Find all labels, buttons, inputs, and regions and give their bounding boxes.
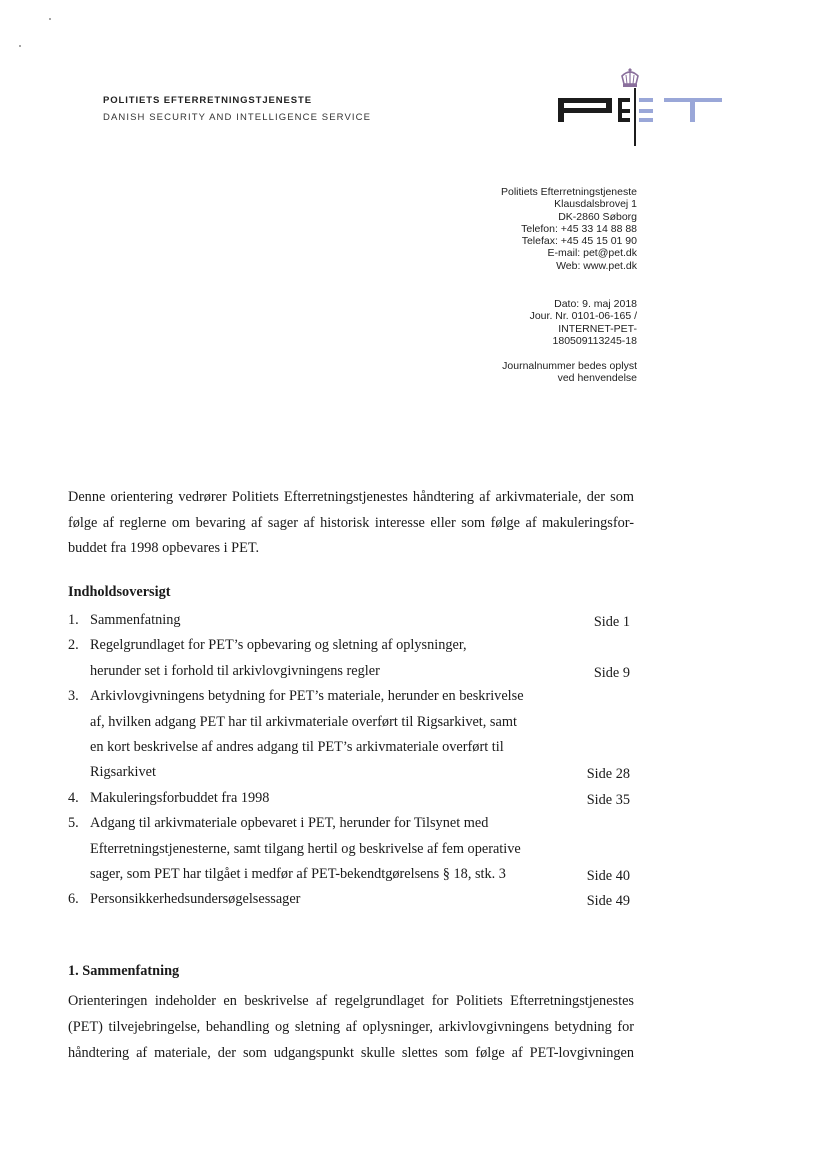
- toc-item-text: Arkivlovgivningens betydning for PET’s materiale, herunder en beskrivelse: [90, 688, 524, 705]
- table-of-contents: [68, 608, 634, 913]
- org-subtitle: DANISH SECURITY AND INTELLIGENCE SERVICE: [103, 112, 372, 123]
- toc-item-text: Personsikkerhedsundersøgelsessager: [90, 891, 301, 908]
- intro-line: Denne orientering vedrører Politiets Efterretningstjenestes håndtering af arkivmateriale, der som: [68, 489, 634, 505]
- toc-item-text: Efterretningstjenesterne, samt tilgang hertil og beskrivelse af fem operative: [90, 840, 521, 857]
- toc-item-text: Adgang til arkivmateriale opbevaret i PET, herunder for Tilsynet med: [90, 815, 489, 832]
- toc-item: [68, 887, 634, 912]
- toc-item-continuation: [68, 862, 634, 887]
- journal-notice: [502, 360, 637, 385]
- scan-speck: [19, 45, 21, 47]
- address-block: [501, 186, 637, 272]
- intro-paragraph: [68, 485, 634, 562]
- journal-notice-line: ved henvendelse: [557, 372, 637, 385]
- journal-line: INTERNET-PET-: [558, 322, 637, 335]
- address-line: Telefon: +45 33 14 88 88: [521, 222, 637, 235]
- toc-item-number: 3.: [68, 688, 79, 705]
- toc-item-number: 1.: [68, 612, 79, 628]
- pet-logo-graphic: [556, 66, 726, 148]
- toc-item-text: sager, som PET har tilgået i medfør af PET-bekendtgørelsens § 18, stk. 3: [90, 865, 506, 882]
- section-line: (PET) tilvejebringelse, behandling og sletning af oplysninger, arkivlovgivningens betydning for: [68, 1019, 634, 1035]
- toc-item-number: 6.: [68, 891, 79, 908]
- toc-item: [68, 633, 634, 658]
- toc-item-page: Side 40: [586, 867, 630, 884]
- journal-notice-line: Journalnummer bedes oplyst: [502, 360, 637, 372]
- toc-item: [68, 608, 634, 633]
- toc-item-number: 5.: [68, 815, 79, 832]
- toc-item-text: en kort beskrivelse af andres adgang til PET’s arkivmateriale overført til: [90, 738, 504, 755]
- toc-item-text: herunder set i forhold til arkivlovgivningens regler: [90, 662, 380, 679]
- toc-item-continuation: [68, 837, 634, 862]
- toc-item-text: Rigsarkivet: [90, 764, 156, 781]
- section-line: håndtering af materiale, der som udgangspunkt skulle slettes som følge af PET-lovgivningen: [68, 1045, 634, 1061]
- section-body: [68, 988, 634, 1066]
- toc-item-page: Side 9: [593, 664, 630, 681]
- intro-line: buddet fra 1998 opbevares i PET.: [68, 540, 260, 556]
- toc-item-continuation: [68, 760, 634, 785]
- address-line: Web: www.pet.dk: [556, 259, 637, 272]
- toc-item-page: Side 1: [593, 614, 630, 630]
- logo-letter-t: [664, 98, 722, 122]
- section-line: Orienteringen indeholder en beskrivelse af regelgrundlaget for Politiets Efterretningstjenestes: [68, 993, 634, 1009]
- toc-item-text: Sammenfatning: [90, 612, 181, 628]
- address-line: Telefax: +45 45 15 01 90: [521, 235, 637, 248]
- org-name: POLITIETS EFTERRETNINGSTJENESTE: [103, 95, 312, 106]
- toc-item-text: Regelgrundlaget for PET’s opbevaring og sletning af oplysninger,: [90, 637, 467, 654]
- section-heading: 1. Sammenfatning: [68, 963, 180, 979]
- journal-line: Jour. Nr. 0101-06-165 /: [529, 310, 637, 323]
- toc-item: [68, 684, 634, 709]
- toc-item-continuation: [68, 735, 634, 760]
- address-line: E-mail: pet@pet.dk: [547, 247, 637, 260]
- toc-item-text: Makuleringsforbuddet fra 1998: [90, 789, 270, 806]
- pet-logo: [556, 66, 726, 153]
- address-line: Klausdalsbrovej 1: [554, 198, 637, 211]
- date-journal-block: [530, 298, 637, 347]
- toc-item-page: Side 28: [586, 766, 630, 783]
- intro-line: følge af reglerne om bevaring af sager af historisk interesse eller som følge af makuleringsfor-: [68, 514, 634, 531]
- journal-line: 180509113245-18: [552, 334, 637, 347]
- toc-heading: Indholdsoversigt: [68, 584, 171, 600]
- toc-item: [68, 811, 634, 836]
- toc-item-text: af, hvilken adgang PET har til arkivmateriale overført til Rigsarkivet, samt: [90, 713, 517, 730]
- scan-speck: [49, 18, 51, 20]
- toc-item-page: Side 49: [586, 893, 630, 910]
- toc-item-page: Side 35: [586, 791, 630, 808]
- logo-letter-p: [558, 98, 612, 122]
- address-line: DK-2860 Søborg: [558, 210, 637, 223]
- address-line: Politiets Efterretningstjeneste: [501, 186, 637, 198]
- crown-icon: [622, 68, 638, 87]
- toc-item-continuation: [68, 659, 634, 684]
- toc-item-continuation: [68, 710, 634, 735]
- toc-item-number: 4.: [68, 789, 79, 806]
- toc-item: [68, 786, 634, 811]
- toc-item-number: 2.: [68, 637, 79, 654]
- date: Dato: 9. maj 2018: [554, 298, 637, 310]
